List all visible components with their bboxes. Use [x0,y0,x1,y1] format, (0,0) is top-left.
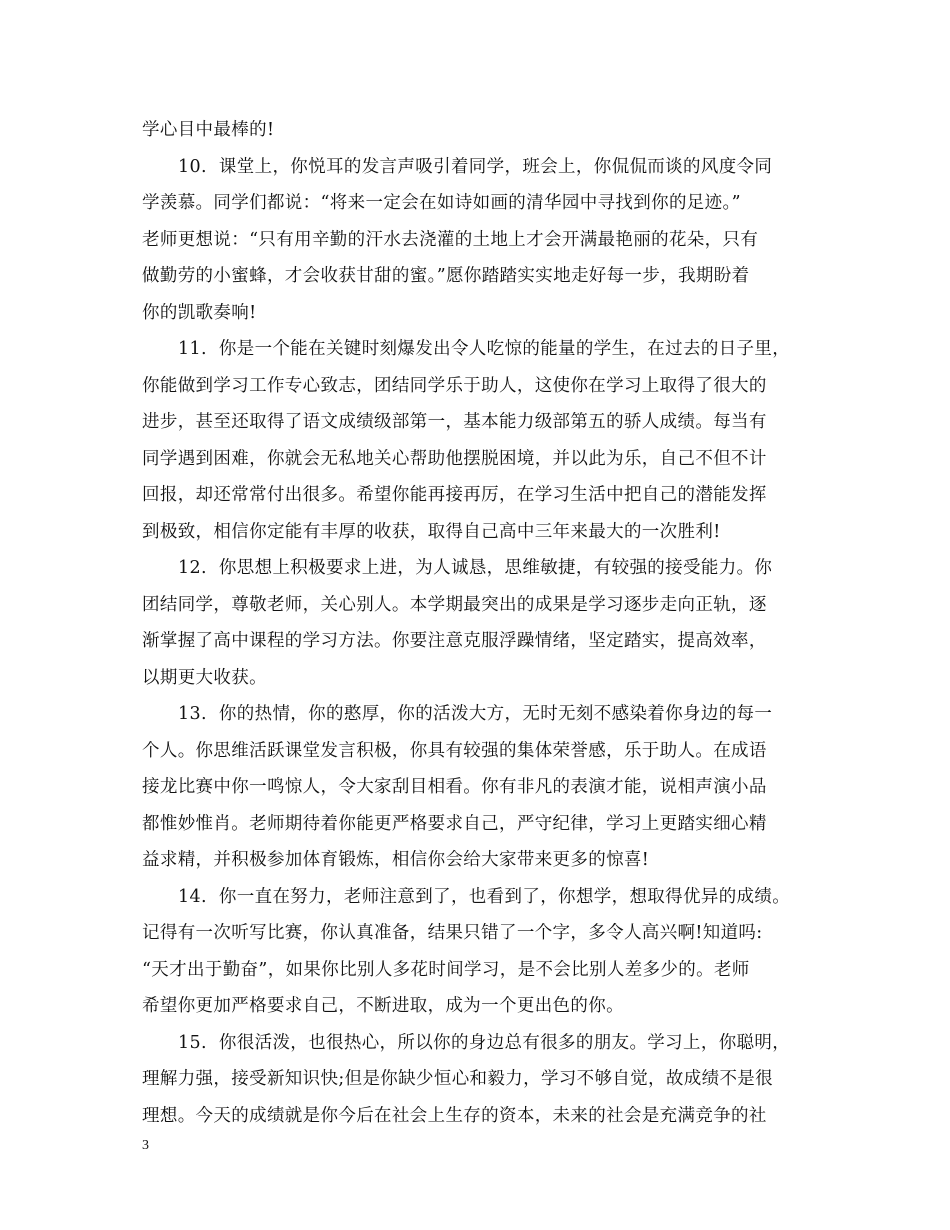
text-line: 进步，甚至还取得了语文成绩级部第一，基本能力级部第五的骄人成绩。每当有 [142,412,767,432]
text-line: 以期更大收获。 [142,667,267,688]
paragraph-text: 你一直在努力，老师注意到了，也看到了，你想学，想取得优异的成绩。 [218,886,791,907]
text-line: 学羡慕。同学们都说：“将来一定会在如诗如画的清华园中寻找到你的足迹。” [142,193,741,213]
paragraph-10-start [142,149,822,186]
paragraph-text: 你的热情，你的憨厚，你的活泼大方，无时无刻不感染着你身边的每一 [218,704,773,724]
text-line: 团结同学，尊敬老师，关心别人。本学期最突出的成果是学习逐步走向正轨，逐 [142,594,767,615]
paragraph-text: 课堂上，你悦耳的发言声吸引着同学，班会上，你侃侃而谈的风度令同 [218,156,773,177]
text-line: 你的凯歌奏响! [142,302,257,323]
item-number-14: 14. [178,886,207,907]
text-line: 都惟妙惟肖。老师期待着你能更严格要求自己，严守纪律，学习上更踏实细心精 [142,813,767,834]
item-number-10: 10. [178,156,207,177]
paragraph-text: 你思想上积极要求上进，为人诚恳，思维敏捷，有较强的接受能力。你 [218,558,773,578]
text-line: 记得有一次听写比赛，你认真准备，结果只错了一个字，多令人高兴啊!知道吗: [142,923,763,943]
item-number-12: 12. [178,558,207,578]
text-line: 个人。你思维活跃课堂发言积极，你具有较强的集体荣誉感，乐于助人。在成语 [142,740,767,761]
paragraph-text: 你很活泼，也很热心，所以你的身边总有很多的朋友。学习上，你聪明， [218,1032,791,1053]
paragraph-15-start [142,1025,822,1062]
text-line: 同学遇到困难，你就会无私地关心帮助他摆脱困境，并以此为乐，自己不但不计 [142,448,767,469]
paragraph-12-start [142,550,822,587]
text-line: 益求精，并积极参加体育锻炼，相信你会给大家带来更多的惊喜! [142,850,650,870]
item-number-13: 13. [178,704,207,724]
paragraph-14-start [142,879,822,916]
text-line: 回报，却还常常付出很多。希望你能再接再厉，在学习生活中把自己的潜能发挥 [142,485,767,505]
text-line: 做勤劳的小蜜蜂，才会收获甘甜的蜜。”愿你踏踏实实地走好每一步，我期盼着 [142,266,750,286]
text-line: 你能做到学习工作专心致志，团结同学乐于助人，这使你在学习上取得了很大的 [142,375,767,396]
text-line: 到极致，相信你定能有丰厚的收获，取得自己高中三年来最大的一次胜利! [142,521,721,542]
text-line: 学心目中最棒的! [142,120,275,140]
text-line: 老师更想说：“只有用辛勤的汗水去浇灌的土地上才会开满最艳丽的花朵，只有 [142,229,759,250]
item-number-15: 15. [178,1032,207,1053]
item-number-11: 11. [178,339,207,359]
document-body [142,112,822,1134]
paragraph-text: 你是一个能在关键时刻爆发出令人吃惊的能量的学生，在过去的日子里， [218,339,791,359]
paragraph-11-start [142,331,822,368]
text-line: “天才出于勤奋”，如果你比别人多花时间学习，是不会比别人差多少的。老师 [142,959,750,980]
page-number: 3 [142,1138,149,1153]
paragraph-13-start [142,696,822,733]
text-line: 理解力强，接受新知识快;但是你缺少恒心和毅力，学习不够自觉，故成绩不是很 [142,1069,773,1089]
text-line: 渐掌握了高中课程的学习方法。你要注意克服浮躁情绪，坚定踏实，提高效率， [142,631,767,651]
text-line: 希望你更加严格要求自己，不断进取，成为一个更出色的你。 [142,996,624,1016]
text-line: 理想。今天的成绩就是你今后在社会上生存的资本，未来的社会是充满竞争的社 [142,1105,767,1126]
text-line: 接龙比赛中你一鸣惊人，令大家刮目相看。你有非凡的表演才能，说相声演小品 [142,777,767,797]
